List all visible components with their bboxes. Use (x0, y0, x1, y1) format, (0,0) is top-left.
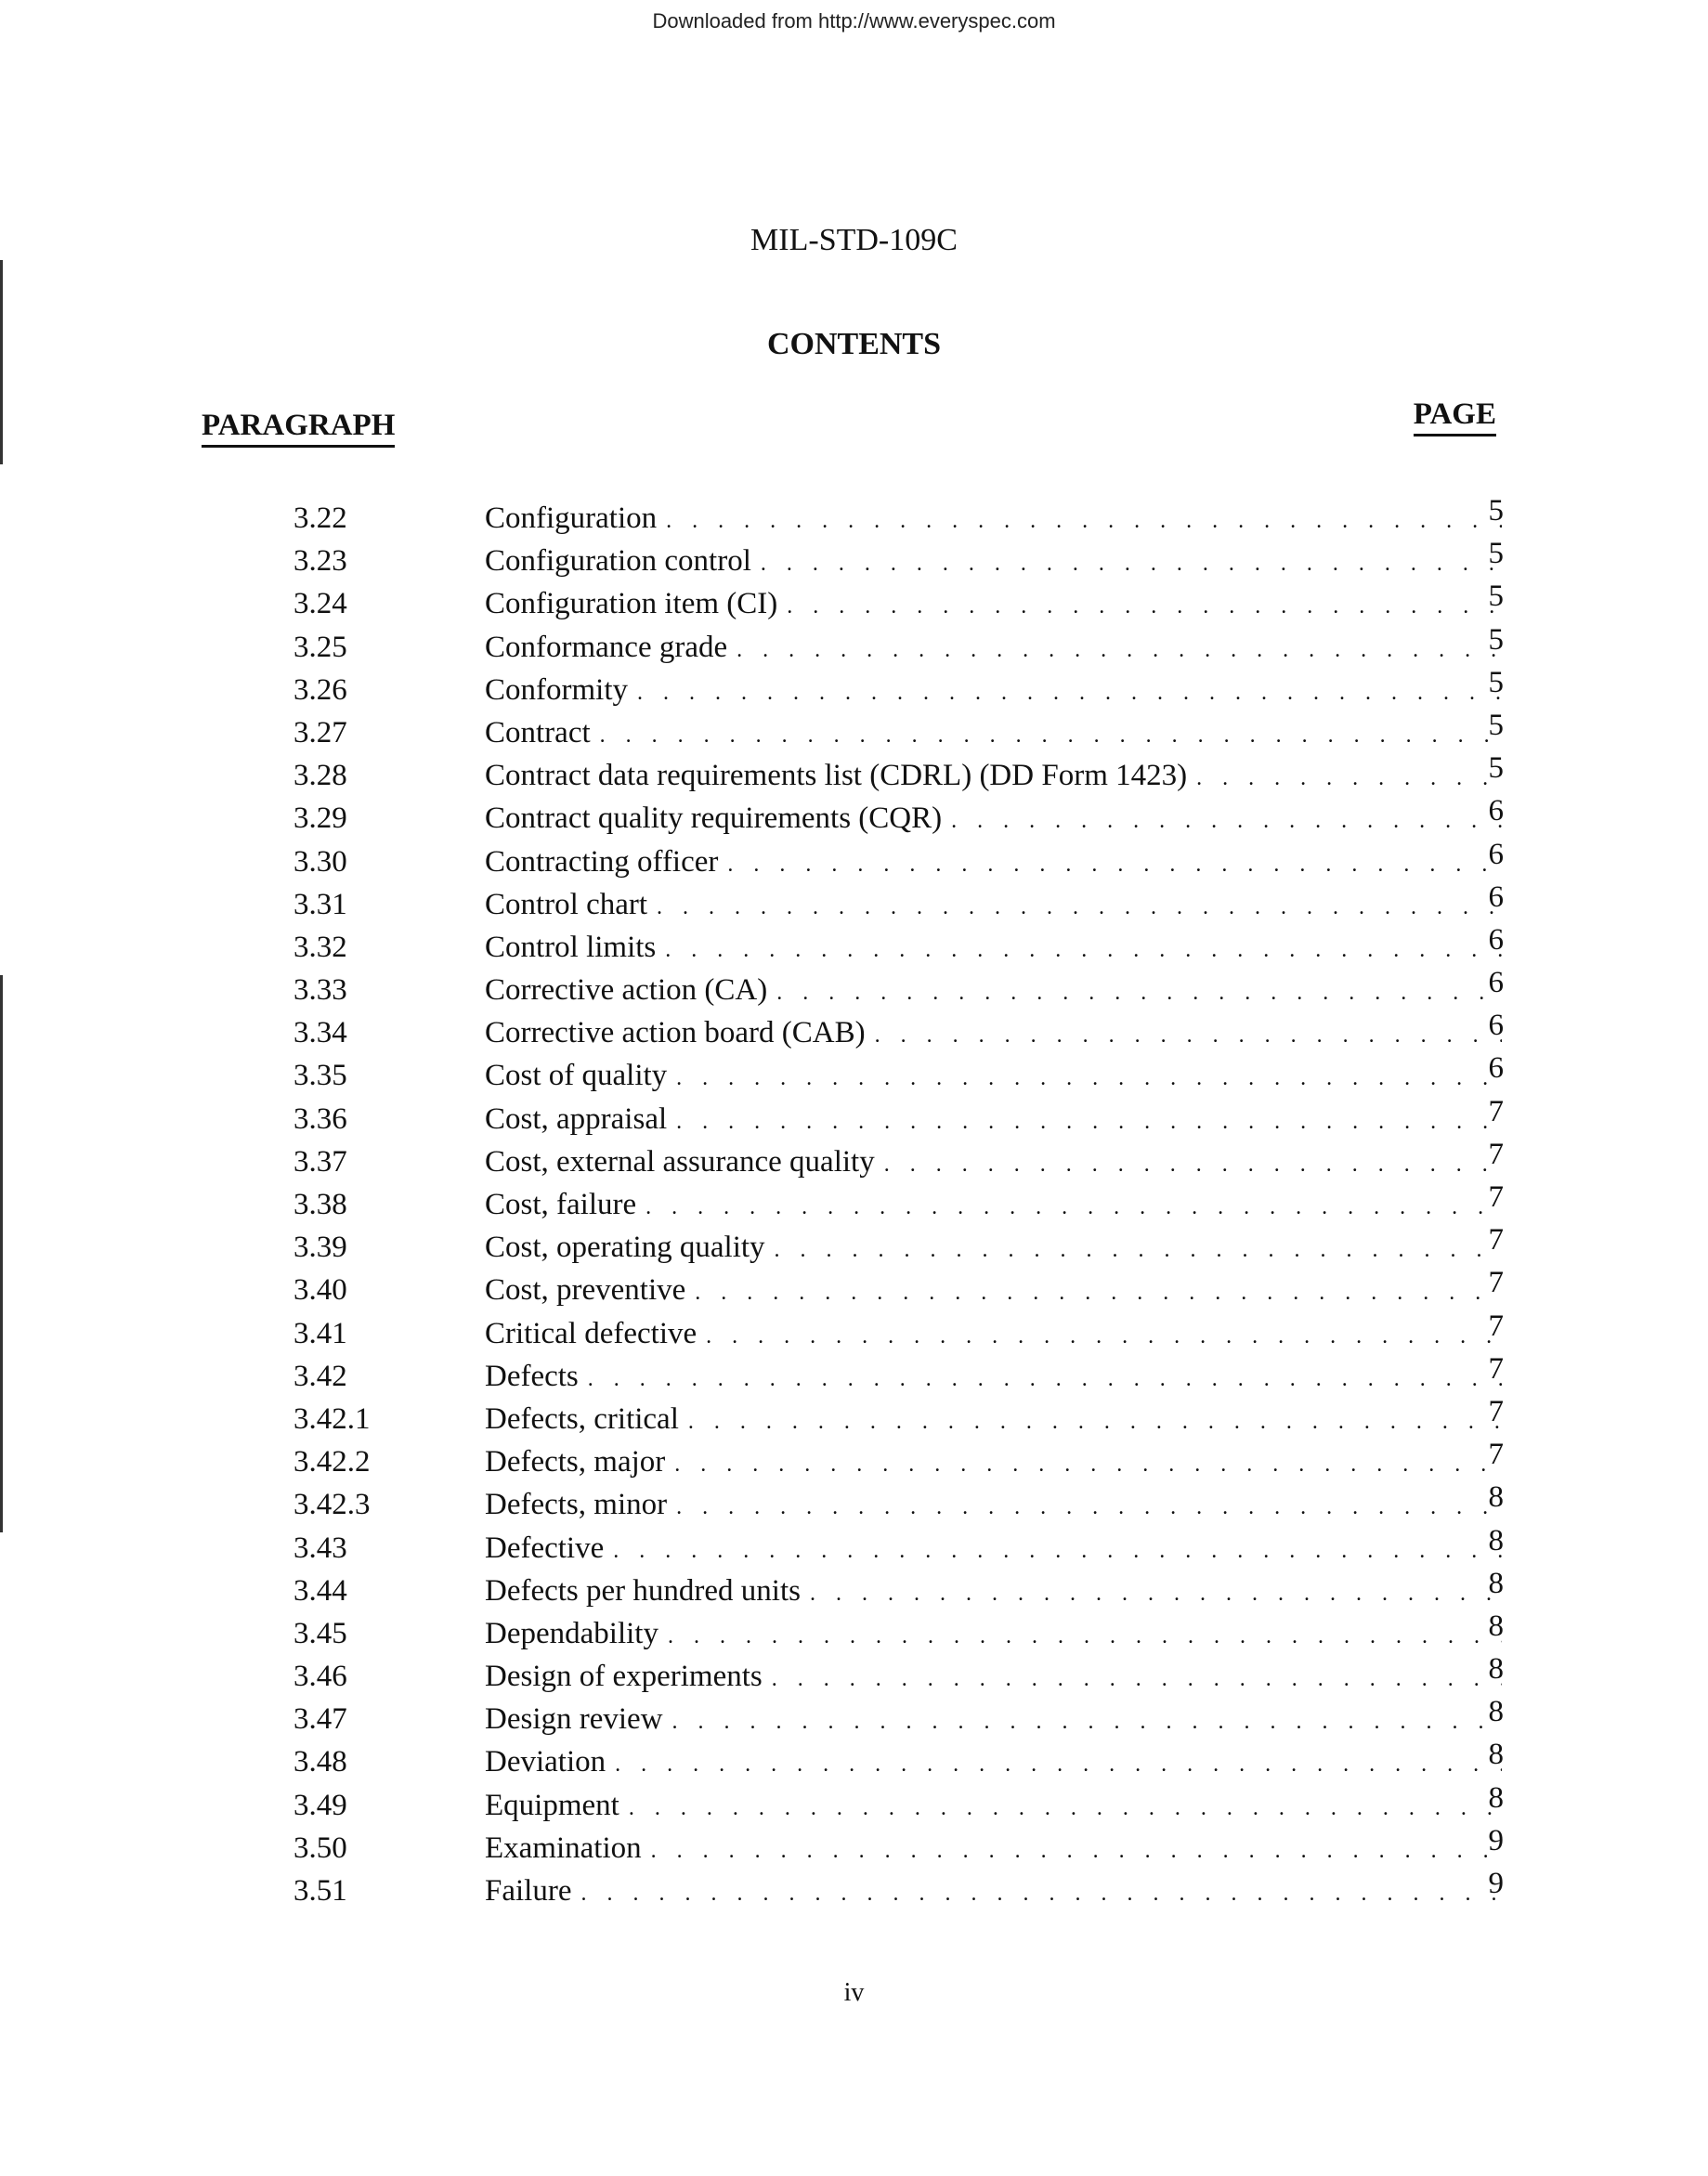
toc-entry-title: Control chart (485, 887, 648, 921)
toc-entry-paragraph-number: 3.44 (293, 1573, 347, 1608)
toc-entry[interactable] (0, 837, 1708, 883)
toc-entry-paragraph-number: 3.51 (293, 1874, 347, 1908)
toc-entry-title-leader (485, 1527, 1502, 1572)
toc-entry-paragraph-number: 3.34 (293, 1016, 347, 1050)
dot-leader (676, 1486, 1502, 1529)
toc-entry-title-leader (485, 1226, 1502, 1271)
toc-entry-page-number: 8 (1488, 1738, 1504, 1772)
toc-entry-title: Configuration (485, 502, 658, 535)
toc-entry[interactable] (0, 1223, 1708, 1269)
toc-entry-title: Failure (485, 1874, 572, 1908)
dot-leader (672, 1700, 1502, 1743)
toc-entry[interactable] (0, 1867, 1708, 1912)
toc-entry-title: Control limits (485, 930, 657, 964)
toc-entry[interactable] (0, 1094, 1708, 1140)
toc-entry[interactable] (0, 1180, 1708, 1226)
toc-entry[interactable] (0, 1266, 1708, 1311)
dot-leader (629, 1787, 1502, 1830)
toc-entry[interactable] (0, 537, 1708, 582)
dot-leader (613, 1530, 1502, 1572)
toc-entry[interactable] (0, 922, 1708, 969)
toc-entry-paragraph-number: 3.33 (293, 973, 347, 1008)
toc-entry-page-number: 5 (1488, 537, 1504, 571)
dot-leader (951, 800, 1502, 842)
toc-entry-title: Configuration control (485, 544, 751, 579)
dot-leader (580, 1872, 1502, 1915)
toc-entry-paragraph-number: 3.27 (293, 715, 347, 749)
toc-entry-page-number: 7 (1488, 1394, 1504, 1428)
toc-entry-title-leader (485, 1011, 1502, 1057)
dot-leader (688, 1401, 1502, 1443)
toc-entry-title: Corrective action board (CAB) (485, 1016, 866, 1050)
toc-entry-title-leader (485, 883, 1502, 929)
toc-entry-page-number: 8 (1488, 1780, 1504, 1815)
toc-entry[interactable] (0, 494, 1708, 540)
toc-entry-paragraph-number: 3.47 (293, 1702, 347, 1737)
toc-entry-paragraph-number: 3.30 (293, 844, 347, 879)
toc-entry[interactable] (0, 1137, 1708, 1183)
toc-entry-title: Defective (485, 1531, 605, 1565)
toc-entry-title: Design review (485, 1702, 663, 1737)
toc-entry-title-leader (485, 1269, 1502, 1314)
toc-entry-title: Configuration item (CI) (485, 587, 778, 621)
toc-entry-page-number: 7 (1488, 1309, 1504, 1343)
toc-entry[interactable] (0, 582, 1708, 625)
dot-leader (674, 1443, 1502, 1486)
toc-entry-paragraph-number: 3.46 (293, 1660, 347, 1694)
toc-entry-title-leader (485, 1655, 1502, 1700)
dot-leader (676, 1101, 1502, 1143)
toc-entry-title: Critical defective (485, 1316, 698, 1350)
toc-entry-title-leader (485, 1140, 1502, 1186)
toc-entry-title-leader (485, 1740, 1502, 1786)
toc-entry[interactable] (0, 708, 1708, 754)
toc-entry-paragraph-number: 3.35 (293, 1059, 347, 1093)
toc-entry-page-number: 8 (1488, 1523, 1504, 1557)
toc-entry[interactable] (0, 1609, 1708, 1655)
toc-entry-title-leader (485, 1870, 1502, 1915)
toc-entry-page-number: 5 (1488, 751, 1504, 786)
toc-entry-title-leader (485, 840, 1502, 886)
dot-leader (637, 671, 1502, 714)
toc-entry-title: Cost, operating quality (485, 1231, 765, 1265)
toc-entry-page-number: 6 (1488, 880, 1504, 914)
toc-entry[interactable] (0, 1394, 1708, 1440)
toc-entry-title: Contract quality requirements (CQR) (485, 801, 943, 836)
toc-entry[interactable] (0, 622, 1708, 669)
toc-entry-page-number: 6 (1488, 922, 1504, 957)
dot-leader (875, 1014, 1502, 1057)
dot-leader (651, 1830, 1502, 1872)
toc-entry-title-leader (485, 1784, 1502, 1830)
toc-entry-page-number: 5 (1488, 665, 1504, 699)
toc-entry-page-number: 9 (1488, 1867, 1504, 1900)
toc-entry[interactable] (0, 1823, 1708, 1870)
toc-entry-title-leader (485, 926, 1502, 971)
toc-entry-page-number: 7 (1488, 1180, 1504, 1214)
toc-entry-page-number: 7 (1488, 1223, 1504, 1257)
toc-entry-paragraph-number: 3.32 (293, 930, 347, 964)
toc-entry-paragraph-number: 3.40 (293, 1273, 347, 1308)
toc-entry-page-number: 7 (1488, 1351, 1504, 1386)
toc-entry-title-leader (485, 1312, 1502, 1358)
toc-entry-page-number: 6 (1488, 794, 1504, 828)
toc-entry-title-leader (485, 711, 1502, 757)
toc-entry-title: Cost, failure (485, 1188, 637, 1221)
dot-leader (668, 1615, 1502, 1658)
toc-entry-title-leader (485, 797, 1502, 842)
toc-entry-paragraph-number: 3.50 (293, 1831, 347, 1865)
page-number: iv (843, 1978, 865, 2007)
toc-entry-title: Defects, major (485, 1445, 666, 1479)
toc-entry-title: Defects, critical (485, 1401, 679, 1436)
toc-entry-title-leader (485, 1698, 1502, 1743)
toc-entry[interactable] (0, 1652, 1708, 1698)
toc-entry-page-number: 7 (1488, 1266, 1504, 1300)
toc-entry[interactable] (0, 665, 1708, 711)
dot-leader (772, 1658, 1502, 1700)
toc-entry-title-leader (485, 969, 1502, 1014)
toc-entry-paragraph-number: 3.37 (293, 1144, 347, 1179)
dot-leader (727, 843, 1502, 886)
toc-entry[interactable] (0, 1523, 1708, 1570)
toc-entry[interactable] (0, 1309, 1708, 1355)
toc-entry-title: Conformance grade (485, 630, 728, 664)
toc-entry-title-leader (485, 1440, 1502, 1486)
toc-entry-paragraph-number: 3.38 (293, 1188, 347, 1221)
toc-entry-paragraph-number: 3.29 (293, 801, 347, 836)
toc-entry-page-number: 8 (1488, 1695, 1504, 1729)
toc-entry[interactable] (0, 880, 1708, 926)
toc-entry-paragraph-number: 3.42.3 (293, 1488, 371, 1522)
toc-entry-title-leader (485, 669, 1502, 714)
paragraph-column-header: PARAGRAPH (202, 409, 395, 448)
toc-entry-paragraph-number: 3.28 (293, 759, 347, 793)
dot-leader (657, 886, 1502, 929)
document-id: MIL-STD-109C (750, 223, 958, 257)
dot-leader (665, 929, 1502, 971)
toc-entry-title-leader (485, 1612, 1502, 1658)
toc-entry-page-number: 7 (1488, 1438, 1504, 1472)
scan-margin-mark (0, 260, 3, 464)
toc-entry-title-leader (485, 1183, 1502, 1229)
toc-entry-page-number: 7 (1488, 1094, 1504, 1128)
toc-entry-title: Cost, external assurance quality (485, 1144, 875, 1179)
toc-entry-title-leader (485, 582, 1502, 628)
toc-entry-title: Deviation (485, 1745, 606, 1779)
toc-entry-title: Equipment (485, 1788, 619, 1822)
toc-entry-paragraph-number: 3.31 (293, 887, 347, 921)
toc-entry-title: Cost, preventive (485, 1273, 686, 1308)
toc-entry-page-number: 6 (1488, 966, 1504, 1000)
dot-leader (737, 629, 1502, 671)
toc-entry-title-leader (485, 497, 1502, 542)
dot-leader (600, 714, 1502, 757)
toc-entry[interactable] (0, 751, 1708, 797)
contents-heading: CONTENTS (766, 327, 942, 361)
toc-entry-title: Defects, minor (485, 1488, 668, 1522)
toc-entry-title-leader (485, 1570, 1502, 1615)
toc-entry-paragraph-number: 3.23 (293, 544, 347, 579)
dot-leader (676, 1057, 1502, 1100)
dot-leader (706, 1315, 1502, 1358)
toc-entry-title: Dependability (485, 1616, 658, 1650)
toc-entry-title: Examination (485, 1831, 642, 1865)
toc-entry-page-number: 6 (1488, 1009, 1504, 1043)
toc-entry-paragraph-number: 3.42.1 (293, 1401, 371, 1436)
toc-entry-page-number: 5 (1488, 622, 1504, 657)
dot-leader (645, 1186, 1502, 1229)
toc-entry-paragraph-number: 3.42.2 (293, 1445, 371, 1479)
dot-leader (615, 1743, 1502, 1786)
toc-entry-title-leader (485, 1098, 1502, 1143)
dot-leader (775, 1229, 1502, 1271)
toc-entry-page-number: 5 (1488, 494, 1504, 528)
toc-entry-paragraph-number: 3.43 (293, 1531, 347, 1565)
toc-list (0, 494, 1708, 1912)
toc-entry-page-number: 6 (1488, 1051, 1504, 1086)
toc-entry-title-leader (485, 540, 1502, 585)
toc-entry-paragraph-number: 3.48 (293, 1745, 347, 1779)
toc-entry-paragraph-number: 3.36 (293, 1101, 347, 1136)
toc-entry-title: Cost, appraisal (485, 1101, 668, 1136)
toc-entry-title-leader (485, 1827, 1502, 1872)
toc-entry-page-number: 7 (1488, 1137, 1504, 1171)
toc-entry-title-leader (485, 1054, 1502, 1100)
toc-entry-page-number: 8 (1488, 1480, 1504, 1515)
toc-entry-title-leader (485, 754, 1502, 800)
toc-entry-page-number: 8 (1488, 1652, 1504, 1687)
toc-entry-page-number: 6 (1488, 837, 1504, 871)
toc-entry-page-number: 5 (1488, 580, 1504, 614)
toc-entry-title: Contracting officer (485, 844, 719, 879)
toc-entry[interactable] (0, 794, 1708, 840)
toc-entry-paragraph-number: 3.41 (293, 1316, 347, 1350)
toc-entry-title: Conformity (485, 672, 628, 707)
toc-entry[interactable] (0, 1695, 1708, 1740)
dot-leader (884, 1143, 1502, 1186)
toc-entry-paragraph-number: 3.45 (293, 1616, 347, 1650)
toc-entry-paragraph-number: 3.49 (293, 1788, 347, 1822)
dot-leader (1196, 757, 1502, 800)
toc-entry[interactable] (0, 1566, 1708, 1612)
toc-entry-page-number: 8 (1488, 1566, 1504, 1600)
toc-entry-page-number: 9 (1488, 1823, 1504, 1857)
dot-leader (695, 1271, 1502, 1314)
toc-entry-title: Contract data requirements list (CDRL) (DD Form 1423) (485, 759, 1188, 793)
dot-leader (810, 1572, 1502, 1615)
toc-entry[interactable] (0, 1740, 1708, 1783)
toc-entry-paragraph-number: 3.39 (293, 1231, 347, 1265)
toc-entry-title: Defects per hundred units (485, 1573, 801, 1608)
toc-entry[interactable] (0, 1480, 1708, 1526)
download-source-note: Downloaded from http://www.everyspec.com (652, 9, 1056, 33)
dot-leader (761, 542, 1502, 585)
toc-entry-title-leader (485, 1355, 1502, 1401)
toc-entry-paragraph-number: 3.42 (293, 1359, 347, 1393)
toc-entry-title: Contract (485, 715, 591, 749)
dot-leader (588, 1358, 1502, 1401)
toc-entry[interactable] (0, 1780, 1708, 1827)
toc-entry-page-number: 5 (1488, 708, 1504, 742)
toc-entry[interactable] (0, 966, 1708, 1011)
toc-entry-title: Design of experiments (485, 1660, 763, 1694)
toc-entry-title: Defects (485, 1359, 579, 1393)
toc-entry-title: Corrective action (CA) (485, 973, 768, 1008)
toc-entry-page-number: 8 (1488, 1609, 1504, 1643)
toc-entry[interactable] (0, 1011, 1708, 1054)
toc-entry[interactable] (0, 1440, 1708, 1483)
toc-entry[interactable] (0, 1051, 1708, 1097)
toc-entry-paragraph-number: 3.22 (293, 502, 347, 535)
toc-entry-paragraph-number: 3.26 (293, 672, 347, 707)
toc-entry-title: Cost of quality (485, 1059, 668, 1093)
page-column-header: PAGE (1414, 397, 1496, 437)
toc-entry-title-leader (485, 1398, 1502, 1443)
toc-entry[interactable] (0, 1351, 1708, 1398)
dot-leader (787, 585, 1502, 628)
dot-leader (776, 971, 1502, 1014)
toc-entry-paragraph-number: 3.24 (293, 587, 347, 621)
toc-entry-title-leader (485, 626, 1502, 671)
toc-entry-title-leader (485, 1483, 1502, 1529)
toc-entry-paragraph-number: 3.25 (293, 630, 347, 664)
dot-leader (666, 500, 1502, 542)
